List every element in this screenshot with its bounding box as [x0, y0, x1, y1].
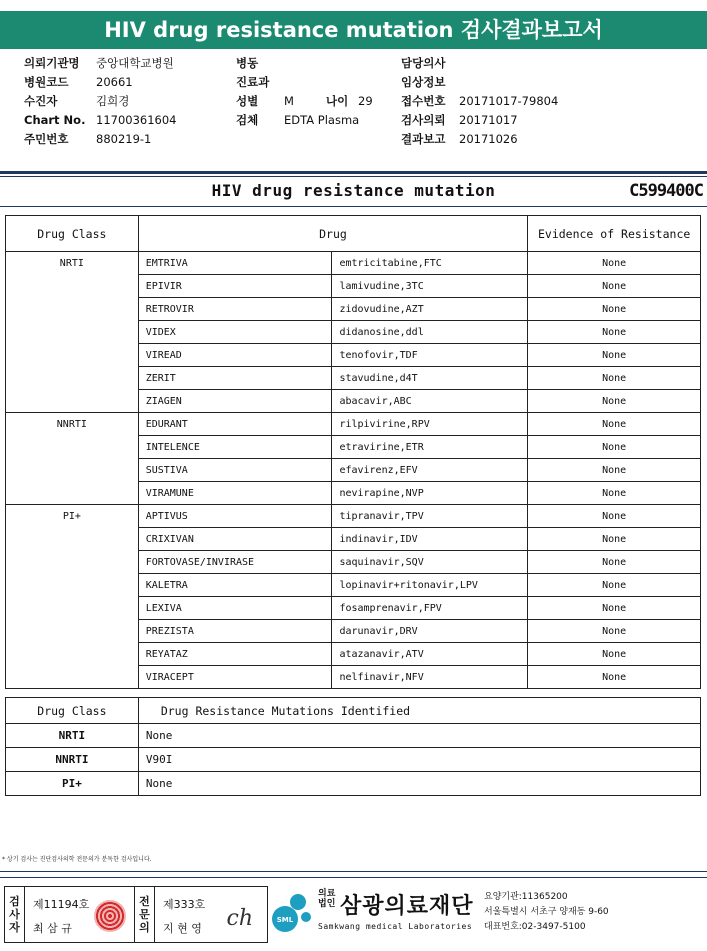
drug-class-header: Drug Class	[6, 216, 139, 252]
brand-name-cell: CRIXIVAN	[138, 528, 332, 551]
patient-field-label: 의뢰기관명	[24, 56, 80, 70]
patient-field-label: Chart No.	[24, 113, 86, 127]
handwritten-signature-icon: ch	[226, 906, 253, 931]
evidence-cell: None	[528, 367, 701, 390]
org-english-name: Samkwang medical Laboratories	[318, 922, 473, 931]
brand-name-cell: REYATAZ	[138, 643, 332, 666]
report-code: C599400C	[629, 181, 703, 201]
generic-name-cell: nelfinavir,NFV	[332, 666, 528, 689]
mutations-table	[5, 697, 701, 796]
brand-name-cell: ZIAGEN	[138, 390, 332, 413]
mutation-class-cell: NRTI	[6, 724, 139, 748]
table-row	[6, 413, 701, 436]
generic-name-cell: lopinavir+ritonavir,LPV	[332, 574, 528, 597]
brand-name-cell: VIDEX	[138, 321, 332, 344]
patient-field-row	[24, 111, 176, 130]
svg-text:SML: SML	[276, 916, 294, 924]
brand-name-cell: SUSTIVA	[138, 459, 332, 482]
table-row	[6, 772, 701, 796]
lab-field-row	[401, 111, 558, 130]
tester-role: 검 사 자	[5, 887, 25, 942]
generic-name-cell: fosamprenavir,FPV	[332, 597, 528, 620]
age-value: 29	[358, 94, 373, 108]
lab-field-value: 20171017-79804	[459, 94, 559, 108]
footnote: * 상기 검사는 진단검사의학 전문의가 분독한 검사입니다.	[2, 856, 152, 863]
generic-name-cell: tipranavir,TPV	[332, 505, 528, 528]
lab-field-label: 접수번호	[401, 94, 446, 108]
patient-field-value: 880219-1	[96, 132, 152, 146]
generic-name-cell: nevirapine,NVP	[332, 482, 528, 505]
generic-name-cell: abacavir,ABC	[332, 390, 528, 413]
generic-name-cell: zidovudine,AZT	[332, 298, 528, 321]
tester-cell	[25, 887, 135, 942]
drug-header: Drug	[138, 216, 528, 252]
lab-info	[401, 54, 558, 149]
brand-name-cell: VIRAMUNE	[138, 482, 332, 505]
patient-field-row	[24, 54, 176, 73]
evidence-cell: None	[528, 436, 701, 459]
evidence-cell: None	[528, 574, 701, 597]
brand-name-cell: VIREAD	[138, 344, 332, 367]
generic-name-cell: didanosine,ddl	[332, 321, 528, 344]
evidence-cell: None	[528, 482, 701, 505]
official-seal-icon	[94, 900, 126, 932]
generic-name-cell: efavirenz,EFV	[332, 459, 528, 482]
patient-field-label: 수진자	[24, 94, 58, 108]
brand-name-cell: PREZISTA	[138, 620, 332, 643]
table-row	[6, 748, 701, 772]
dept-label: 진료과	[236, 75, 270, 89]
specialist-name: 지 현 영	[163, 922, 202, 935]
section-divider	[0, 206, 707, 207]
evidence-cell: None	[528, 666, 701, 689]
lab-field-row	[401, 92, 558, 111]
org-contact	[484, 890, 609, 935]
evidence-cell: None	[528, 597, 701, 620]
specialist-license: 제333호	[163, 898, 206, 911]
lab-field-label: 결과보고	[401, 132, 446, 146]
age-label: 나이	[326, 94, 349, 108]
lab-field-row	[401, 54, 558, 73]
generic-name-cell: tenofovir,TDF	[332, 344, 528, 367]
org-prefix: 의료 법인	[318, 889, 336, 909]
evidence-cell: None	[528, 390, 701, 413]
table-row	[6, 724, 701, 748]
drug-class-cell: NRTI	[6, 252, 139, 413]
generic-name-cell: stavudine,d4T	[332, 367, 528, 390]
brand-name-cell: ZERIT	[138, 367, 332, 390]
evidence-cell: None	[528, 321, 701, 344]
evidence-cell: None	[528, 459, 701, 482]
org-code: 요양기관:11365200	[484, 892, 568, 902]
specialist-cell	[155, 887, 265, 942]
generic-name-cell: lamivudine,3TC	[332, 275, 528, 298]
header-divider-thin	[0, 176, 707, 177]
sex-value: M	[284, 94, 294, 108]
table-row	[6, 505, 701, 528]
mutation-value-cell: None	[138, 724, 700, 748]
specimen-value: EDTA Plasma	[284, 113, 360, 127]
patient-field-value: 김희경	[96, 94, 130, 108]
section-title: HIV drug resistance mutation	[211, 181, 496, 200]
patient-field-value: 11700361604	[96, 113, 177, 127]
brand-name-cell: VIRACEPT	[138, 666, 332, 689]
lab-field-label: 담당의사	[401, 56, 446, 70]
report-title-banner: HIV drug resistance mutation 검사결과보고서	[0, 11, 707, 49]
lab-field-label: 임상정보	[401, 75, 446, 89]
footer-divider	[0, 871, 707, 872]
mutation-class-cell: PI+	[6, 772, 139, 796]
patient-info	[24, 54, 176, 149]
evidence-cell: None	[528, 620, 701, 643]
generic-name-cell: rilpivirine,RPV	[332, 413, 528, 436]
patient-field-row	[24, 130, 176, 149]
brand-name-cell: EPIVIR	[138, 275, 332, 298]
evidence-cell: None	[528, 252, 701, 275]
org-name: 삼광의료재단	[340, 894, 474, 919]
lab-field-label: 검사의뢰	[401, 113, 446, 127]
evidence-cell: None	[528, 344, 701, 367]
org-phone: 대표번호:02-3497-5100	[484, 922, 586, 932]
mutation-class-cell: NNRTI	[6, 748, 139, 772]
evidence-cell: None	[528, 275, 701, 298]
drug-class-cell: NNRTI	[6, 413, 139, 505]
brand-name-cell: INTELENCE	[138, 436, 332, 459]
generic-name-cell: emtricitabine,FTC	[332, 252, 528, 275]
mutations-header: Drug Resistance Mutations Identified	[138, 698, 700, 724]
evidence-cell: None	[528, 528, 701, 551]
evidence-cell: None	[528, 505, 701, 528]
sml-logo-icon	[270, 889, 312, 935]
signature-box	[4, 886, 268, 943]
generic-name-cell: atazanavir,ATV	[332, 643, 528, 666]
evidence-cell: None	[528, 643, 701, 666]
brand-name-cell: RETROVIR	[138, 298, 332, 321]
generic-name-cell: indinavir,IDV	[332, 528, 528, 551]
evidence-cell: None	[528, 298, 701, 321]
evidence-cell: None	[528, 413, 701, 436]
mutation-value-cell: None	[138, 772, 700, 796]
patient-field-value: 20661	[96, 75, 133, 89]
brand-name-cell: APTIVUS	[138, 505, 332, 528]
brand-name-cell: EMTRIVA	[138, 252, 332, 275]
specialist-role: 전 문 의	[135, 887, 155, 942]
ward-info	[236, 54, 373, 130]
patient-field-label: 병원코드	[24, 75, 69, 89]
lab-field-value: 20171017	[459, 113, 518, 127]
mutation-value-cell: V90I	[138, 748, 700, 772]
lab-field-value: 20171026	[459, 132, 518, 146]
brand-name-cell: LEXIVA	[138, 597, 332, 620]
org-address: 서울특별시 서초구 양재동 9-60	[484, 907, 609, 917]
generic-name-cell: etravirine,ETR	[332, 436, 528, 459]
lab-field-row	[401, 73, 558, 92]
sex-label: 성별	[236, 94, 259, 108]
patient-field-value: 중앙대학교병원	[96, 56, 174, 70]
drug-resistance-table	[5, 215, 701, 689]
brand-name-cell: EDURANT	[138, 413, 332, 436]
specimen-label: 검체	[236, 113, 259, 127]
lab-field-row	[401, 130, 558, 149]
header-divider	[0, 171, 707, 174]
generic-name-cell: saquinavir,SQV	[332, 551, 528, 574]
drug-class-cell: PI+	[6, 505, 139, 689]
brand-name-cell: KALETRA	[138, 574, 332, 597]
table-row	[6, 252, 701, 275]
patient-field-row	[24, 92, 176, 111]
footer-divider-2	[0, 877, 707, 878]
brand-name-cell: FORTOVASE/INVIRASE	[138, 551, 332, 574]
mut-class-header: Drug Class	[6, 698, 139, 724]
tester-license: 제11194호	[33, 898, 90, 911]
organization	[318, 889, 474, 931]
ward-label: 병동	[236, 56, 259, 70]
evidence-header: Evidence of Resistance	[528, 216, 701, 252]
patient-field-row	[24, 73, 176, 92]
evidence-cell: None	[528, 551, 701, 574]
tester-name: 최 삼 규	[33, 922, 72, 935]
patient-field-label: 주민번호	[24, 132, 69, 146]
generic-name-cell: darunavir,DRV	[332, 620, 528, 643]
